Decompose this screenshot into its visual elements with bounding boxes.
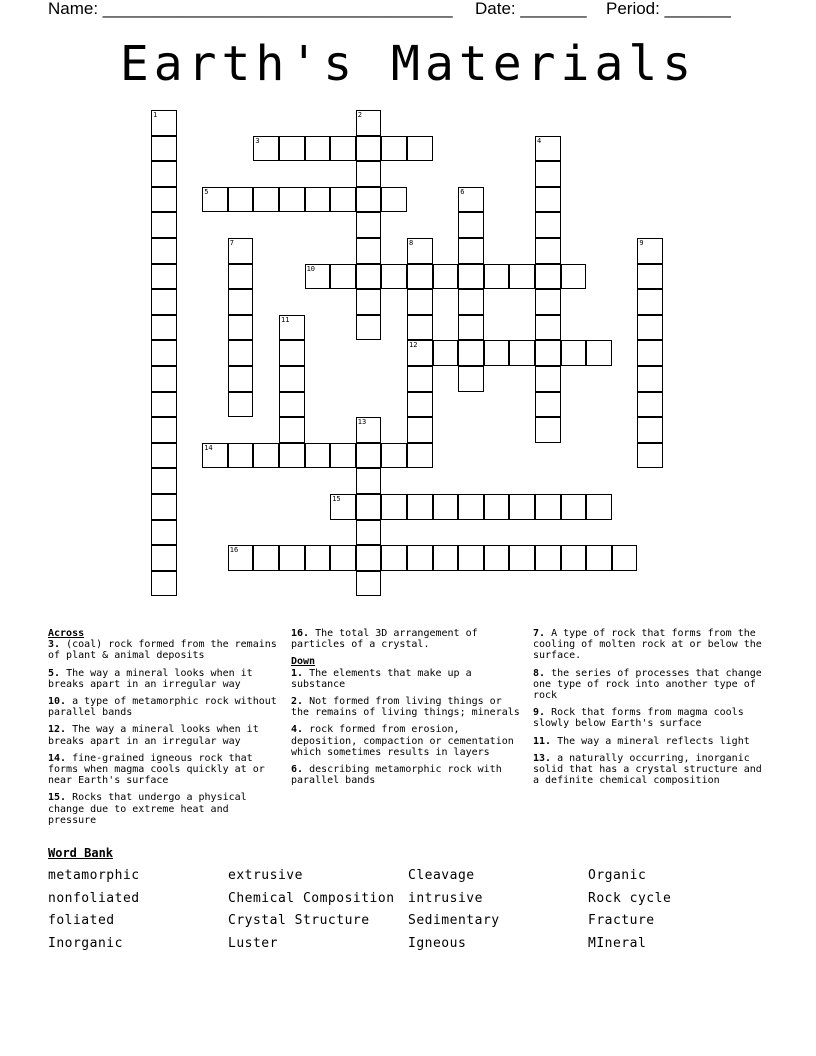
grid-cell[interactable] [151,392,177,418]
clue-number-9: 9 [639,239,644,247]
clue-number-1: 1 [153,111,158,119]
word-bank-item: Inorganic [48,935,123,951]
word-bank-item: Luster [228,935,278,951]
grid-cell[interactable] [151,315,177,341]
grid-cell[interactable] [407,289,433,315]
grid-cell[interactable] [330,443,356,469]
clue-number-2: 2 [357,111,363,119]
grid-cell[interactable] [279,136,305,162]
word-bank-item: Rock cycle [588,890,672,906]
grid-cell[interactable] [637,392,663,418]
grid-cell[interactable] [151,187,177,213]
word-bank-item: Fracture [588,913,655,928]
clues-column-2 [291,628,523,792]
grid-cell[interactable] [151,289,177,315]
word-bank-item: Crystal Structure [228,913,370,928]
clue-item [291,724,523,758]
clue-number: 14. [48,752,67,764]
word-bank-item: Organic [588,868,647,883]
grid-cell[interactable] [535,545,561,571]
grid-cell[interactable] [535,494,561,520]
grid-cell[interactable] [151,366,177,392]
grid-cell[interactable] [228,187,254,213]
grid-cell[interactable] [151,238,177,264]
grid-cell[interactable] [407,264,433,290]
clue-text: Rocks that undergo a physical change due to extreme heat and pressure [48,792,247,826]
grid-cell[interactable] [535,366,561,392]
grid-cell[interactable] [279,187,305,213]
grid-cell[interactable] [305,545,331,571]
grid-cell[interactable] [279,340,305,366]
clue-text: The way a mineral reflects light [551,735,750,747]
clue-number: 5. [48,667,61,679]
grid-cell[interactable] [484,264,510,290]
grid-cell[interactable] [561,340,587,366]
clue-item [48,753,280,787]
clue-number: 4. [291,724,304,736]
clue-number: 3. [48,639,61,651]
across-heading: Across [48,628,85,639]
word-bank-item: Sedimentary [408,913,500,928]
grid-cell[interactable] [381,187,407,213]
grid-cell[interactable] [151,417,177,443]
word-bank-item: extrusive [228,868,303,883]
grid-cell[interactable] [458,289,484,315]
grid-cell[interactable] [637,340,663,366]
clue-number-5: 5 [204,187,209,196]
grid-cell[interactable] [407,545,433,571]
clue-number-4: 4 [537,136,542,145]
clue-number: 13. [533,752,552,764]
grid-cell[interactable] [228,392,254,418]
grid-cell[interactable] [305,187,331,213]
clue-text: (coal) rock formed from the remains of plant & animal deposits [48,639,277,662]
clue-text: The way a mineral looks when it breaks apart in an irregular way [48,667,253,690]
clue-number: 7. [533,628,546,639]
grid-cell[interactable] [356,238,382,264]
grid-cell[interactable] [151,136,177,162]
grid-cell[interactable] [458,212,484,238]
grid-cell[interactable] [637,289,663,315]
word-bank-item: Chemical Composition [228,890,395,906]
grid-cell[interactable] [535,289,561,315]
grid-cell[interactable] [535,417,561,443]
grid-cell[interactable] [637,366,663,392]
name-field[interactable]: Name: _____________________________________ [48,0,453,18]
grid-cell[interactable] [407,417,433,443]
clue-number: 8. [533,667,546,679]
grid-cell[interactable] [535,212,561,238]
clue-item [291,764,523,786]
grid-cell[interactable] [484,494,510,520]
grid-cell[interactable] [407,392,433,418]
clue-text: the series of processes that change one type of rock into another type of rock [533,667,762,702]
grid-cell[interactable] [151,212,177,238]
grid-cell[interactable] [253,545,279,571]
grid-cell[interactable] [381,264,407,290]
grid-cell[interactable] [228,289,254,315]
grid-cell[interactable] [356,315,382,341]
grid-cell[interactable] [151,340,177,366]
grid-cell[interactable] [433,494,459,520]
grid-cell[interactable] [279,417,305,443]
grid-cell[interactable] [509,340,535,366]
grid-cell[interactable] [151,468,177,494]
clue-text: Not formed from living things or the remains of living things; minerals [291,696,520,719]
clue-number-15: 15 [332,495,341,503]
grid-cell[interactable] [509,494,535,520]
clue-number-16: 16 [229,546,239,555]
grid-cell[interactable] [458,340,484,366]
clue-text: The way a mineral looks when it breaks apart in an irregular way [48,724,259,747]
grid-cell[interactable] [356,264,382,290]
grid-cell[interactable] [637,417,663,443]
clue-item [533,668,765,702]
grid-cell[interactable] [535,340,561,366]
clue-number-12: 12 [409,341,418,350]
grid-cell[interactable] [228,366,254,392]
clue-item [291,668,523,690]
period-field[interactable]: Period: _______ [606,0,731,18]
grid-cell[interactable] [535,315,561,341]
grid-cell[interactable] [458,315,484,341]
grid-cell[interactable] [637,264,663,290]
grid-cell[interactable] [228,443,254,469]
grid-cell[interactable] [151,571,177,597]
clue-number: 15. [48,792,67,804]
grid-cell[interactable] [637,443,663,469]
word-bank-title: Word Bank [48,846,114,860]
clues-column-1 [48,628,280,832]
clue-item [533,753,765,787]
grid-cell[interactable] [356,520,382,546]
grid-cell[interactable] [586,494,612,520]
clue-text: describing metamorphic rock with parallel bands [291,764,502,787]
grid-cell[interactable] [330,136,356,162]
grid-cell[interactable] [561,494,587,520]
grid-cell[interactable] [356,289,382,315]
grid-cell[interactable] [330,545,356,571]
down-heading: Down [291,656,316,668]
grid-cell[interactable] [561,264,587,290]
grid-cell[interactable] [228,264,254,290]
grid-cell[interactable] [151,443,177,469]
clue-number-13: 13 [357,418,367,427]
grid-cell[interactable] [586,340,612,366]
grid-cell[interactable] [407,494,433,520]
grid-cell[interactable] [279,392,305,418]
grid-cell[interactable] [279,443,305,469]
grid-cell[interactable] [381,494,407,520]
clue-number: 2. [291,696,304,708]
grid-cell[interactable] [535,187,561,213]
grid-cell[interactable] [228,340,254,366]
date-field[interactable]: Date: _______ [475,0,587,18]
grid-cell[interactable] [612,545,638,571]
grid-cell[interactable] [433,264,459,290]
grid-cell[interactable] [356,212,382,238]
grid-cell[interactable] [484,340,510,366]
clue-item [291,628,523,650]
grid-cell[interactable] [381,136,407,162]
clue-number-14: 14 [204,443,213,452]
grid-cell[interactable] [356,443,382,469]
grid-cell[interactable] [151,494,177,520]
grid-cell[interactable] [433,545,459,571]
grid-cell[interactable] [356,468,382,494]
grid-cell[interactable] [535,264,561,290]
grid-cell[interactable] [637,315,663,341]
grid-cell[interactable] [279,545,305,571]
grid-cell[interactable] [433,340,459,366]
clue-text: Rock that forms from magma cools slowly below Earth's surface [533,707,744,730]
clue-number-8: 8 [409,239,414,247]
puzzle-title: Earth's Materials [119,36,697,92]
grid-cell[interactable] [253,443,279,469]
clue-number: 1. [291,667,304,679]
clue-number: 10. [48,696,67,708]
clue-text: fine-grained igneous rock that forms when magma cools quickly at or near Earth's surface [48,752,265,787]
grid-cell[interactable] [381,443,407,469]
clue-item [533,707,765,729]
grid-cell[interactable] [356,161,382,187]
clue-text: a naturally occurring, inorganic solid that has a crystal structure and a definite chemical composition [533,752,762,787]
grid-cell[interactable] [509,264,535,290]
grid-cell[interactable] [458,545,484,571]
grid-cell[interactable] [253,187,279,213]
word-bank-item: foliated [48,913,115,928]
clue-text: a type of metamorphic rock without parallel bands [48,696,277,719]
grid-cell[interactable] [586,545,612,571]
clue-text: rock formed from erosion, deposition, compaction or cementation which sometimes results in layers [291,724,514,758]
grid-cell[interactable] [228,315,254,341]
clue-item [291,696,523,718]
clue-item [533,736,765,747]
grid-cell[interactable] [356,571,382,597]
clue-number-11: 11 [281,315,290,324]
word-bank-item: nonfoliated [48,890,140,906]
grid-cell[interactable] [458,494,484,520]
clue-item [48,639,280,661]
clue-text: A type of rock that forms from the cooling of molten rock at or below the surface. [533,628,762,662]
grid-cell[interactable] [151,545,177,571]
grid-cell[interactable] [535,392,561,418]
grid-cell[interactable] [484,545,510,571]
grid-cell[interactable] [279,366,305,392]
clue-number-7: 7 [229,239,235,247]
word-bank-item: MIneral [588,935,647,951]
word-bank-item: intrusive [408,890,483,906]
clue-text: The total 3D arrangement of particles of a crystal. [291,628,478,651]
clue-number-10: 10 [306,264,316,273]
grid-cell[interactable] [407,315,433,341]
grid-cell[interactable] [509,545,535,571]
grid-cell[interactable] [330,264,356,290]
grid-cell[interactable] [356,545,382,571]
grid-cell[interactable] [535,161,561,187]
clue-item [48,724,280,746]
grid-cell[interactable] [407,136,433,162]
clue-number-6: 6 [460,187,465,196]
clue-number: 16. [291,628,310,639]
clue-number: 9. [533,707,546,719]
grid-cell[interactable] [151,520,177,546]
grid-cell[interactable] [305,136,331,162]
word-bank-item: metamorphic [48,868,140,883]
clue-number-3: 3 [255,136,260,145]
grid-cell[interactable] [305,443,331,469]
clue-item [533,628,765,662]
grid-cell[interactable] [458,264,484,290]
clue-item [48,696,280,718]
clue-number: 11. [533,735,552,747]
clues-column-3 [533,628,765,792]
grid-cell[interactable] [407,366,433,392]
grid-cell[interactable] [535,238,561,264]
clue-text: The elements that make up a substance [291,667,472,690]
clue-number: 6. [291,764,304,776]
grid-cell[interactable] [151,264,177,290]
grid-cell[interactable] [356,187,382,213]
grid-cell[interactable] [458,238,484,264]
grid-cell[interactable] [561,545,587,571]
word-bank-item: Cleavage [408,868,475,883]
grid-cell[interactable] [356,494,382,520]
grid-cell[interactable] [151,161,177,187]
clue-number: 12. [48,724,67,736]
grid-cell[interactable] [356,136,382,162]
grid-cell[interactable] [407,443,433,469]
grid-cell[interactable] [381,545,407,571]
word-bank-item: Igneous [408,935,467,951]
grid-cell[interactable] [330,187,356,213]
grid-cell[interactable] [458,366,484,392]
clue-item [48,668,280,690]
clue-item [48,792,280,826]
